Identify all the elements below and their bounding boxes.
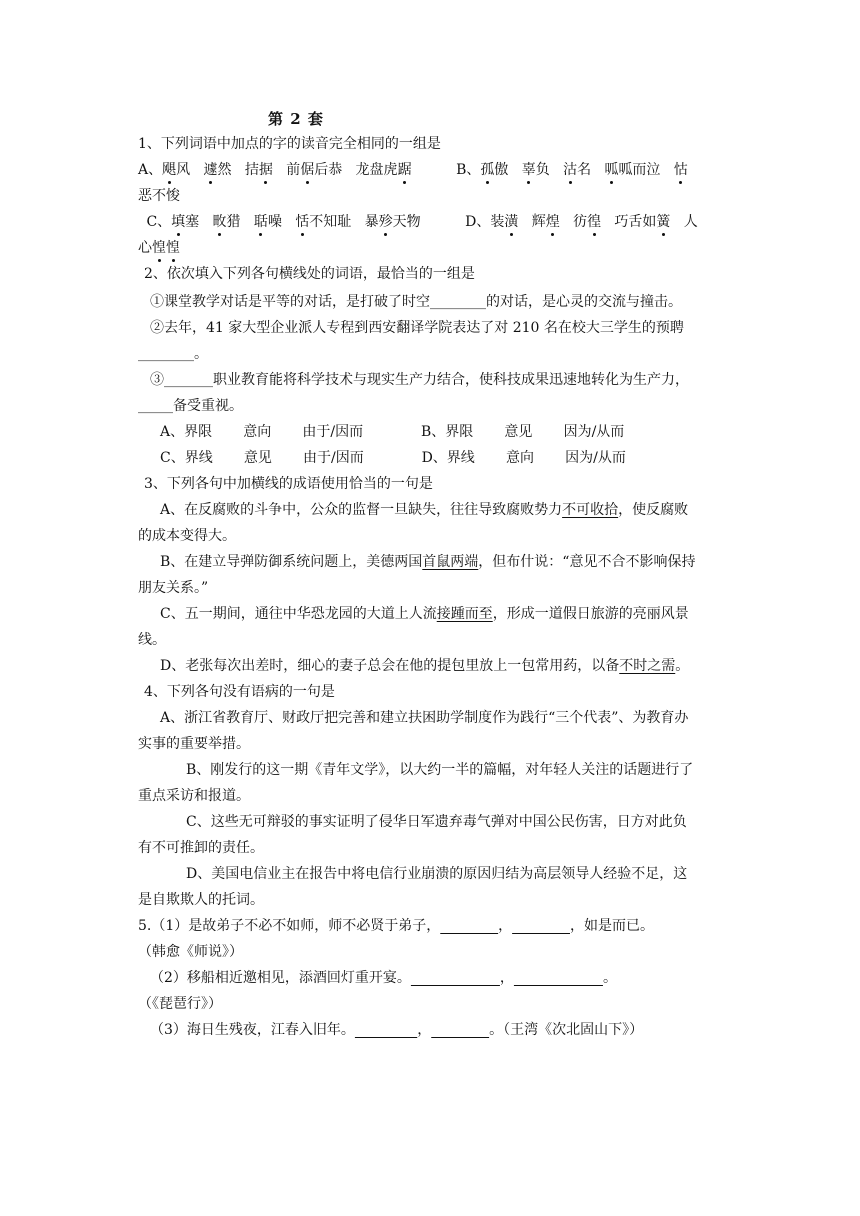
text-segment: 人 xyxy=(670,214,698,230)
text-segment: C、这些无可辩驳的事实证明了侵华日军遗弃毒气弹对中国公民伤害，日方对此负 xyxy=(186,814,687,830)
text-segment: B、刚发行的这一期《青年文学》，以大约一半的篇幅，对年轻人关注的话题进行了 xyxy=(186,762,694,778)
text-segment: ， xyxy=(499,970,514,986)
text-segment: ，使反腐败 xyxy=(618,502,689,518)
dotted-text: 辜 xyxy=(522,162,536,178)
text-line xyxy=(138,577,208,599)
dotted-text: 簧 xyxy=(656,214,670,230)
dotted-text: 飓 xyxy=(162,162,176,178)
text-segment: ①课堂教学对话是平等的对话，是打破了时空________的对话，是心灵的交流与撞击。 xyxy=(150,294,682,310)
text-segment: A、 xyxy=(138,162,163,178)
answer-blank xyxy=(512,918,570,934)
text-line xyxy=(186,811,687,833)
text-segment: 巧舌如 xyxy=(601,214,657,230)
text-segment: A、界限 意向 由于/因而 B、界限 意见 因为/从而 xyxy=(160,424,625,440)
text-segment: 天物 D、装 xyxy=(392,214,505,230)
text-segment: ________。 xyxy=(138,346,208,362)
text-line xyxy=(138,837,264,859)
text-line xyxy=(160,499,688,521)
text-segment: 负 xyxy=(535,162,564,178)
text-line xyxy=(138,133,441,155)
text-line xyxy=(160,707,688,729)
underlined-text: 接踵而至 xyxy=(436,606,493,622)
text-segment: （韩愈《师说》） xyxy=(138,944,243,960)
text-segment: 是自欺欺人的托词。 xyxy=(138,892,264,908)
text-segment: 噪 xyxy=(267,214,296,230)
dotted-text: 遽 xyxy=(203,162,217,178)
text-segment: 重点采访和报道。 xyxy=(138,788,250,804)
text-segment: ③_______职业教育能将科学技术与现实生产力结合，使科技成果迅速地转化为生产力， xyxy=(150,372,689,388)
text-line xyxy=(160,421,624,443)
underlined-text: 首鼠两端 xyxy=(422,554,479,570)
text-line xyxy=(186,863,687,885)
dotted-text: 填 xyxy=(171,214,185,230)
text-line xyxy=(138,395,243,417)
text-segment: C、 xyxy=(142,214,172,230)
text-segment: 。（王湾《次北固山下》） xyxy=(489,1022,644,1038)
dotted-text: 徨 xyxy=(587,214,601,230)
text-segment: 彷 xyxy=(559,214,588,230)
text-segment: 前 xyxy=(272,162,301,178)
text-segment: 心 xyxy=(138,240,152,256)
dotted-text: 聒 xyxy=(254,214,268,230)
text-segment: 风 xyxy=(176,162,204,178)
dotted-text: 据 xyxy=(259,162,273,178)
text-segment: 的成本变得大。 xyxy=(138,528,236,544)
text-segment: ，如是而已。 xyxy=(569,918,654,934)
text-segment: 4、下列各句没有语病的一句是 xyxy=(144,684,335,700)
dotted-text: 孤 xyxy=(480,162,494,178)
text-segment: 名 xyxy=(577,162,605,178)
text-segment: C、五一期间，通往中华恐龙园的大道上人流 xyxy=(160,606,437,622)
text-segment: B、在建立导弹防御系统问题上，美德两国 xyxy=(160,554,423,570)
dotted-text: 怙 xyxy=(674,162,688,178)
text-segment: D、老张每次出差时，细心的妻子总会在他的提包里放上一包常用药，以备 xyxy=(160,658,620,674)
dotted-text: 殄 xyxy=(379,214,393,230)
dotted-text: 沽 xyxy=(563,162,577,178)
text-segment: A、在反腐败的斗争中，公众的监督一旦缺失，往往导致腐败势力 xyxy=(160,502,563,518)
text-line xyxy=(150,291,682,313)
dotted-text: 恬 xyxy=(295,214,309,230)
text-segment: 3、下列各句中加横线的成语使用恰当的一句是 xyxy=(144,476,433,492)
text-segment: 实事的重要举措。 xyxy=(138,736,250,752)
text-segment: （《琵琶行》） xyxy=(138,996,222,1012)
text-segment: ，但布什说：“意见不合不影响保持 xyxy=(478,554,696,570)
dotted-text: 惶惶 xyxy=(152,240,180,256)
text-segment: ， xyxy=(498,918,513,934)
text-line xyxy=(144,263,475,285)
text-line xyxy=(138,915,654,937)
text-segment: ， xyxy=(417,1022,432,1038)
text-segment: 线。 xyxy=(138,632,166,648)
answer-blank xyxy=(355,1022,417,1038)
text-line xyxy=(160,603,689,625)
text-segment: ②去年，41 家大型企业派人专程到西安翻译学院表达了对 210 名在校大三学生的预聘 xyxy=(150,320,684,336)
text-line xyxy=(142,211,698,233)
text-segment: （3）海日生残夜，江春入旧年。 xyxy=(150,1022,355,1038)
text-segment: 5.（1）是故弟子不必不如师，师不必贤于弟子， xyxy=(138,918,441,934)
text-line xyxy=(150,967,617,989)
text-segment: D、美国电信业主在报告中将电信行业崩溃的原因归结为高层领导人经验不足，这 xyxy=(186,866,688,882)
text-segment: 塞 xyxy=(185,214,213,230)
text-line xyxy=(150,369,689,391)
dotted-text: 畋 xyxy=(213,214,227,230)
dotted-text: 踞 xyxy=(398,162,412,178)
text-segment: 猎 xyxy=(226,214,254,230)
dotted-text: 潢 xyxy=(504,214,518,230)
answer-blank xyxy=(440,918,498,934)
text-line xyxy=(160,655,689,677)
page-title: 第 2 套 xyxy=(268,110,324,128)
text-line xyxy=(144,681,335,703)
text-segment: 后恭 龙盘虎 xyxy=(314,162,398,178)
text-line xyxy=(138,237,180,259)
text-line xyxy=(138,185,180,207)
text-line xyxy=(150,317,684,339)
text-line xyxy=(138,733,250,755)
answer-blank xyxy=(411,970,500,986)
text-segment: _____备受重视。 xyxy=(138,398,243,414)
dotted-text: 煌 xyxy=(546,214,560,230)
text-segment: 然 拮 xyxy=(217,162,259,178)
text-line xyxy=(150,1019,643,1041)
text-line xyxy=(138,889,264,911)
text-segment: 1、下列词语中加点的字的读音完全相同的一组是 xyxy=(138,136,441,152)
text-segment: 辉 xyxy=(518,214,546,230)
text-line xyxy=(138,629,166,651)
text-line xyxy=(144,473,433,495)
underlined-text: 不时之需 xyxy=(619,658,676,674)
text-segment: C、界线 意见 由于/因而 D、界线 意向 因为/从而 xyxy=(160,450,626,466)
dotted-text: 倨 xyxy=(300,162,314,178)
text-segment: B、 xyxy=(411,162,481,178)
text-segment: ，形成一道假日旅游的亮丽风景 xyxy=(492,606,689,622)
answer-blank xyxy=(431,1022,489,1038)
text-segment: 朋友关系。” xyxy=(138,580,209,596)
text-segment: 不知耻 暴 xyxy=(309,214,379,230)
text-segment: 有不可推卸的责任。 xyxy=(138,840,264,856)
text-line xyxy=(138,159,688,181)
text-segment: A、浙江省教育厅、财政厅把完善和建立扶困助学制度作为践行“三个代表”、为教育办 xyxy=(160,710,689,726)
text-line xyxy=(138,941,243,963)
text-segment: 呱而泣 xyxy=(618,162,674,178)
text-segment: 2、依次填入下列各句横线处的词语，最恰当的一组是 xyxy=(144,266,475,282)
dotted-text: 呱 xyxy=(604,162,618,178)
answer-blank xyxy=(514,970,603,986)
text-line xyxy=(138,525,236,547)
text-line xyxy=(186,759,693,781)
text-segment: 。 xyxy=(602,970,617,986)
text-segment: 。 xyxy=(675,658,690,674)
text-segment: 恶不悛 xyxy=(138,188,180,204)
text-segment: 傲 xyxy=(494,162,522,178)
text-line xyxy=(138,993,222,1015)
text-segment: （2）移船相近邀相见，添酒回灯重开宴。 xyxy=(150,970,411,986)
underlined-text: 不可收拾 xyxy=(562,502,619,518)
text-line xyxy=(160,551,695,573)
text-line xyxy=(138,343,208,365)
text-line xyxy=(160,447,626,469)
text-line xyxy=(138,785,250,807)
